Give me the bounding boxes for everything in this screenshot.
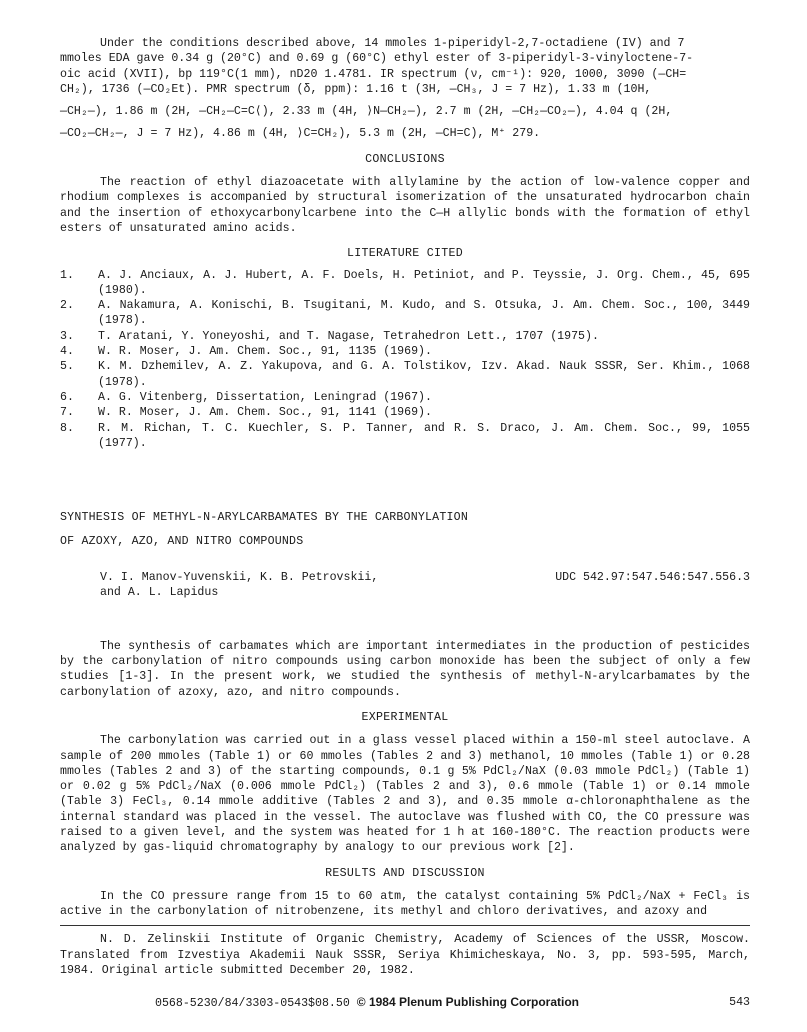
copyright-notice: © 1984 Plenum Publishing Corporation [356,995,579,1009]
article-title-line-2: OF AZOXY, AZO, AND NITRO COMPOUNDS [60,535,304,549]
publication-code: 0568-5230/84/3303-0543$08.50 [155,997,350,1010]
reference-item [60,298,750,329]
intro-line-2: mmoles EDA gave 0.34 g (20°C) and 0.69 g (60°C) ethyl ester of 3-piperidyl-3-vinyloctene-7- [60,52,694,66]
page [60,36,750,978]
conclusions-heading: CONCLUSIONS [365,152,445,166]
reference-text: W. R. Moser, J. Am. Chem. Soc., 91, 1141 (1969). [98,406,432,420]
experimental-heading: EXPERIMENTAL [361,710,449,724]
udc-code: UDC 542.97:547.546:547.556.3 [555,571,750,585]
page-number: 543 [729,996,750,1009]
reference-number: 4. [60,345,74,359]
intro-line-6: —CO₂—CH₂—, J = 7 Hz), 4.86 m (4H, ⟩C=CH₂), 5.3 m (2H, —CH=C), M⁺ 279. [60,127,541,141]
authors-line-2: and A. L. Lapidus [100,586,219,600]
footnote-divider [60,925,750,926]
literature-heading: LITERATURE CITED [346,247,464,261]
reference-text: R. M. Richan, T. C. Kuechler, S. P. Tanner, and R. S. Draco, J. Am. Chem. Soc., 99, 1055 (1977). [98,421,750,450]
authors-line-1: V. I. Manov-Yuvenskii, K. B. Petrovskii, [100,571,379,585]
reference-text: T. Aratani, Y. Yoneyoshi, and T. Nagase, Tetrahedron Lett., 1707 (1975). [98,329,599,343]
article-title [60,506,750,554]
results-text: In the CO pressure range from 15 to 60 atm, the catalyst containing 5% PdCl₂/NaX + FeCl₃ is active in the carbonylation of nitrobenzene, its methyl and chloro derivatives, and azoxy and [60,889,750,919]
reference-item [60,344,750,359]
conclusions-text: The reaction of ethyl diazoacetate with allylamine by the action of low-valence copper and rhodium complexes is accompanied by structural isomerization of the unsaturated hydrocarbon chain and the insertion of ethoxycarbonylcarbene into the C—H allylic bonds with the formation of ethyl esters of unsaturated amino acids. [60,176,750,235]
reference-text: A. G. Vitenberg, Dissertation, Leningrad (1967). [98,390,432,404]
footer-line [155,995,579,1011]
reference-number: 2. [60,299,74,313]
reference-number: 6. [60,390,74,404]
footnote-text: N. D. Zelinskii Institute of Organic Chemistry, Academy of Sciences of the USSR, Moscow. Translated from Izvestiya Akademii Nauk SSSR, Seriya Khimicheskaya, No. 3, pp. 593-595, March, 1984. Original article submitted December 20, 1982. [60,933,750,978]
reference-list [60,268,750,452]
intro-line-4: CH₂), 1736 (—CO₂Et). PMR spectrum (δ, ppm): 1.16 t (3H, —CH₃, J = 7 Hz), 1.33 m (10H, [60,82,652,96]
reference-number: 3. [60,329,74,343]
abstract-text: The synthesis of carbamates which are important intermediates in the production of pesticides by the carbonylation of nitro compounds using carbon monoxide has been the subject of only a few studies [1-3]. In the present work, we studied the synthesis of methyl-N-arylcarbamates by the carbonylation of azoxy, azo, and nitro compounds. [60,639,750,699]
intro-line-3: oic acid (XVII), bp 119°C(1 mm), nD20 1.4781. IR spectrum (ν, cm⁻¹): 920, 1000, 3090 (—CH= [60,67,687,81]
reference-text: A. J. Anciaux, A. J. Hubert, A. F. Doels, H. Petiniot, and P. Teyssie, J. Org. Chem., 45, 695 (1980). [98,268,750,297]
intro-line-5: —CH₂—), 1.86 m (2H, —CH₂—C=C⟨), 2.33 m (4H, ⟩N—CH₂—), 2.7 m (2H, —CH₂—CO₂—), 4.04 q (2H, [60,105,673,119]
experimental-text: The carbonylation was carried out in a glass vessel placed within a 150-ml steel autoclave. A sample of 200 mmoles (Table 1) or 60 mmoles (Tables 2 and 3) methanol, 10 mmoles (Table 1) or 0.28 mmoles (Tables 2 and 3) of the starting compounds, 0.1 g 5% PdCl₂/NaX (0.03 mmole PdCl₂) (Table 1) or 0.02 g 5% PdCl₂/NaX (0.006 mmole PdCl₂) (Tables 2 and 3), 0.6 mmole (Table 1) or 0.14 mmole (Table 3) FeCl₃, 0.14 mmole additive (Tables 2 and 3), and 0.35 mmole α-chloronaphthalene as the internal standard was placed in the vessel. The autoclave was flushed with CO, the CO pressure was raised to a given level, and the system was heated for 1 h at 160-180°C. The reaction products were analyzed by gas-liquid chromatography by analogy to our previous work [2]. [60,734,750,855]
reference-number: 1. [60,268,74,282]
reference-item [60,359,750,390]
reference-item [60,329,750,344]
reference-text: K. M. Dzhemilev, A. Z. Yakupova, and G. A. Tolstikov, Izv. Akad. Nauk SSSR, Ser. Khim., 1068 (1978). [98,360,750,389]
reference-number: 5. [60,360,74,374]
reference-text: W. R. Moser, J. Am. Chem. Soc., 91, 1135 (1969). [98,345,432,359]
reference-item [60,405,750,420]
intro-line-1: Under the conditions described above, 14 mmoles 1-piperidyl-2,7-octadiene (IV) and 7 [100,37,685,50]
reference-text: A. Nakamura, A. Konischi, B. Tsugitani, M. Kudo, and S. Otsuka, J. Am. Chem. Soc., 100, 3449 (1978). [98,299,750,328]
reference-item [60,390,750,405]
article-title-line-1: SYNTHESIS OF METHYL-N-ARYLCARBAMATES BY THE CARBONYLATION [60,511,468,525]
results-heading: RESULTS AND DISCUSSION [325,866,485,880]
reference-item [60,421,750,452]
reference-number: 8. [60,421,74,435]
reference-number: 7. [60,406,74,420]
reference-item [60,268,750,299]
intro-paragraph [60,36,750,142]
author-block [60,570,750,601]
